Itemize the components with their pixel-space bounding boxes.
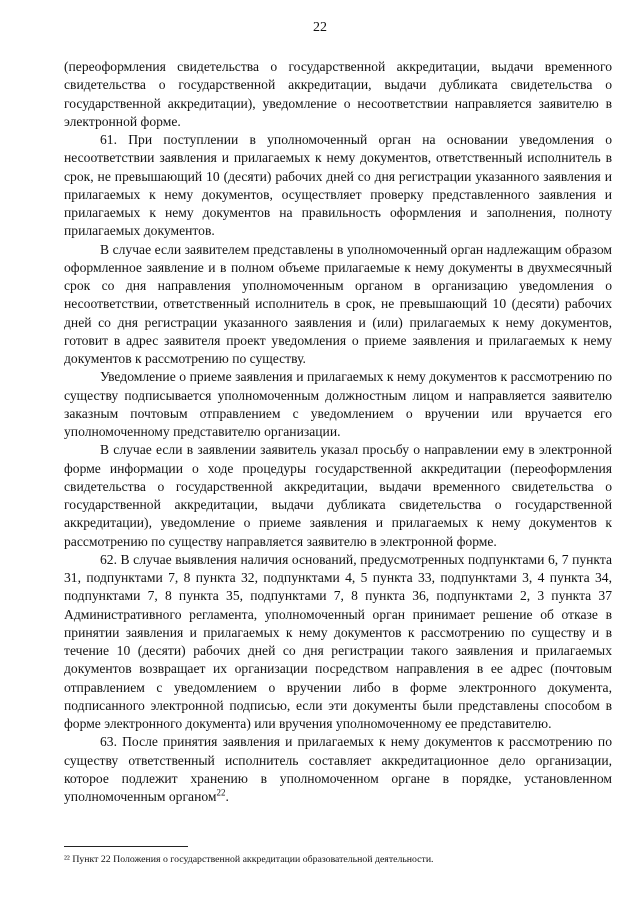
- document-body: [64, 58, 612, 806]
- paragraph-62: 62. В случае выявления наличия оснований, предусмотренных подпунктами 6, 7 пункта 31, подпунктами 7, 8 пункта 32, подпунктами 4, 5 пункта 33, подпунктами 3, 4 пункта 34, подпунктами 7, 8 пункта 35, подпунктами 7, 8 пункта 36, подпунктами 2, 3 пункта 37 Административного регламента, уполномоченный орган принимает решение об отказе в принятии заявления и прилагаемых к нему документов к рассмотрению по существу и в течение 10 (десяти) рабочих дней со дня регистрации такого заявления и прилагаемых документов возвращает их организации посредством направления в ее адрес (почтовым отправлением с уведомлением о вручении либо в форме электронного документа, подписанного электронной подписью, если эти документы были представлены способом в форме электронного документа) или вручения уполномоченному ее представителю.: [64, 551, 612, 731]
- footnote-reference: 22: [216, 787, 226, 798]
- footnote-separator: [64, 846, 188, 847]
- paragraph-63: 63. После принятия заявления и прилагаемых к нему документов к рассмотрению по существу ответственный исполнитель составляет аккредитационное дело организации, которое подлежит хранению в уполномоченном органе в порядке, установленном уполномоченным органом$^{22}$.: [64, 734, 612, 804]
- footnote: ²² Пункт 22 Положения о государственной аккредитации образовательной деятельности.: [64, 854, 434, 865]
- paragraph-61-case-proper: В случае если заявителем представлены в уполномоченный орган надлежащим образом оформленное заявление и в полном объеме прилагаемые к нему документы в двухмесячный срок со дня направления уполномоченным органом в организацию уведомления о несоответствии, ответственный исполнитель в срок, не превышающий 10 (десяти) рабочих дней со дня регистрации указанного заявления и (или) прилагаемых к нему документов, готовит в адрес заявителя проект уведомления о приеме заявления и прилагаемых к нему документов к рассмотрению по существу.: [64, 241, 612, 366]
- paragraph-continuation: (переоформления свидетельства о государственной аккредитации, выдачи временного свидетельства о государственной аккредитации, выдачи дубликата свидетельства о государственной аккредитации), уведомление о несоответствии направляется заявителю в электронной форме.: [64, 59, 612, 129]
- paragraph-61-notice-acceptance: Уведомление о приеме заявления и прилагаемых к нему документов к рассмотрению по существу подписывается уполномоченным должностным лицом и направляется заявителю заказным почтовым отправлением с уведомлением о вручении или вручается его уполномоченному представителю организации.: [64, 369, 612, 439]
- paragraph-63-text: 63. После принятия заявления и прилагаемых к нему документов к рассмотрению по существу ответственный исполнитель составляет аккредитационное дело организации, которое подлежит хранению в уполномоченном органе в порядке, установленном уполномоченным органом: [64, 734, 612, 804]
- paragraph-61: 61. При поступлении в уполномоченный орган на основании уведомления о несоответствии заявления и прилагаемых к нему документов, ответственный исполнитель в срок, не превышающий 10 (десяти) рабочих дней со дня регистрации указанного заявления и прилагаемых к нему документов, осуществляет проверку представленного заявления и прилагаемых к нему документов на правильность оформления и заполнения, полноту прилагаемых документов.: [64, 132, 612, 239]
- page-number: 22: [313, 20, 327, 35]
- paragraph-61-electronic-form: В случае если в заявлении заявитель указал просьбу о направлении ему в электронной форме информации о ходе процедуры государственной аккредитации (переоформления свидетельства о государственной аккредитации, выдачи временного свидетельства о государственной аккредитации, выдачи дубликата свидетельства о государственной аккредитации), уведомление о приеме заявления и прилагаемых к нему документов к рассмотрению по существу направляется заявителю в электронной форме.: [64, 442, 612, 549]
